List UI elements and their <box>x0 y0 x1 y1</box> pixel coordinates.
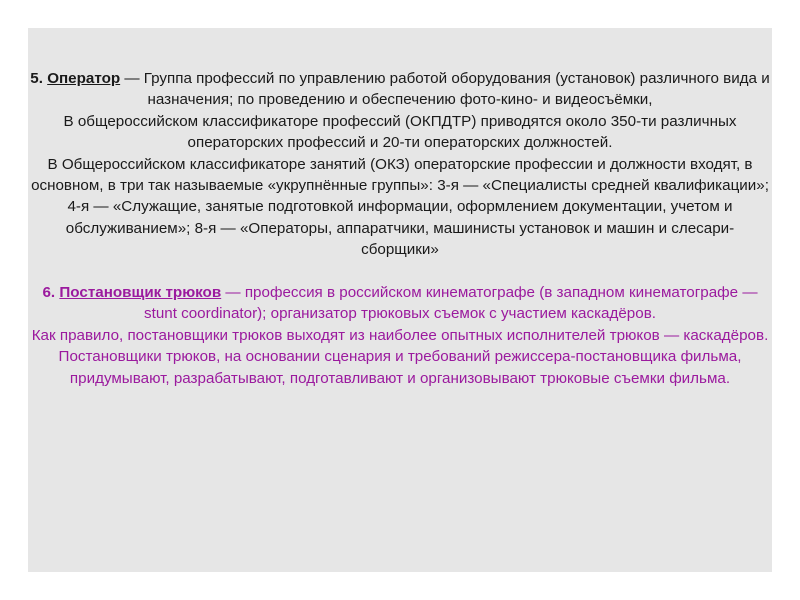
section-stunt-coordinator <box>28 282 772 389</box>
slide-panel <box>28 28 772 572</box>
stunt-definition-paragraph <box>28 282 772 325</box>
operator-definition-paragraph <box>28 68 772 111</box>
section-number: 5. <box>30 70 43 87</box>
section-operator <box>28 68 772 261</box>
slide-content <box>28 68 772 389</box>
okpdtr-paragraph: В общероссийском классификаторе профессий (ОКПДТР) приводятся около 350-ти различных операторских профессий и 20-ти операторских должностей. <box>63 112 737 152</box>
stunt-duties-paragraph: Постановщики трюков, на основании сценария и требований режиссера-постановщика фильма, придумывают, разрабатывают, подготавливают и организовывают трюковые съемки фильма. <box>58 348 742 387</box>
stunt-origin-paragraph: Как правило, постановщики трюков выходят из наиболее опытных исполнителей трюков — каскадёров. <box>31 326 769 344</box>
okz-paragraph: В Общероссийском классификаторе занятий (ОКЗ) операторские профессии и должности входят, в основном, в три так называемые «укрупнённые группы»: 3-я — «Специалисты средней квалификации»; 4-я — «Служащие, занятые подготовкой информации, оформлением документации, учетом и обслуживанием»; 8-я — «Операторы, аппаратчики, машинисты установок и машин и слесари-сборщики» <box>31 155 769 259</box>
section-number: 6. <box>42 284 56 302</box>
term-stunt-coordinator: Постановщик трюков <box>59 284 222 302</box>
stunt-definition: — профессия в российском кинематографе (в западном кинематографе — stunt coordinator); организатор трюковых съемок с участием каскадёров. <box>144 284 758 323</box>
operator-definition: — Группа профессий по управлению работой оборудования (установок) различного вида и назначения; по проведению и обеспечению фото-кино- и видеосъёмки, <box>124 70 770 109</box>
term-operator: Оператор <box>47 70 121 87</box>
